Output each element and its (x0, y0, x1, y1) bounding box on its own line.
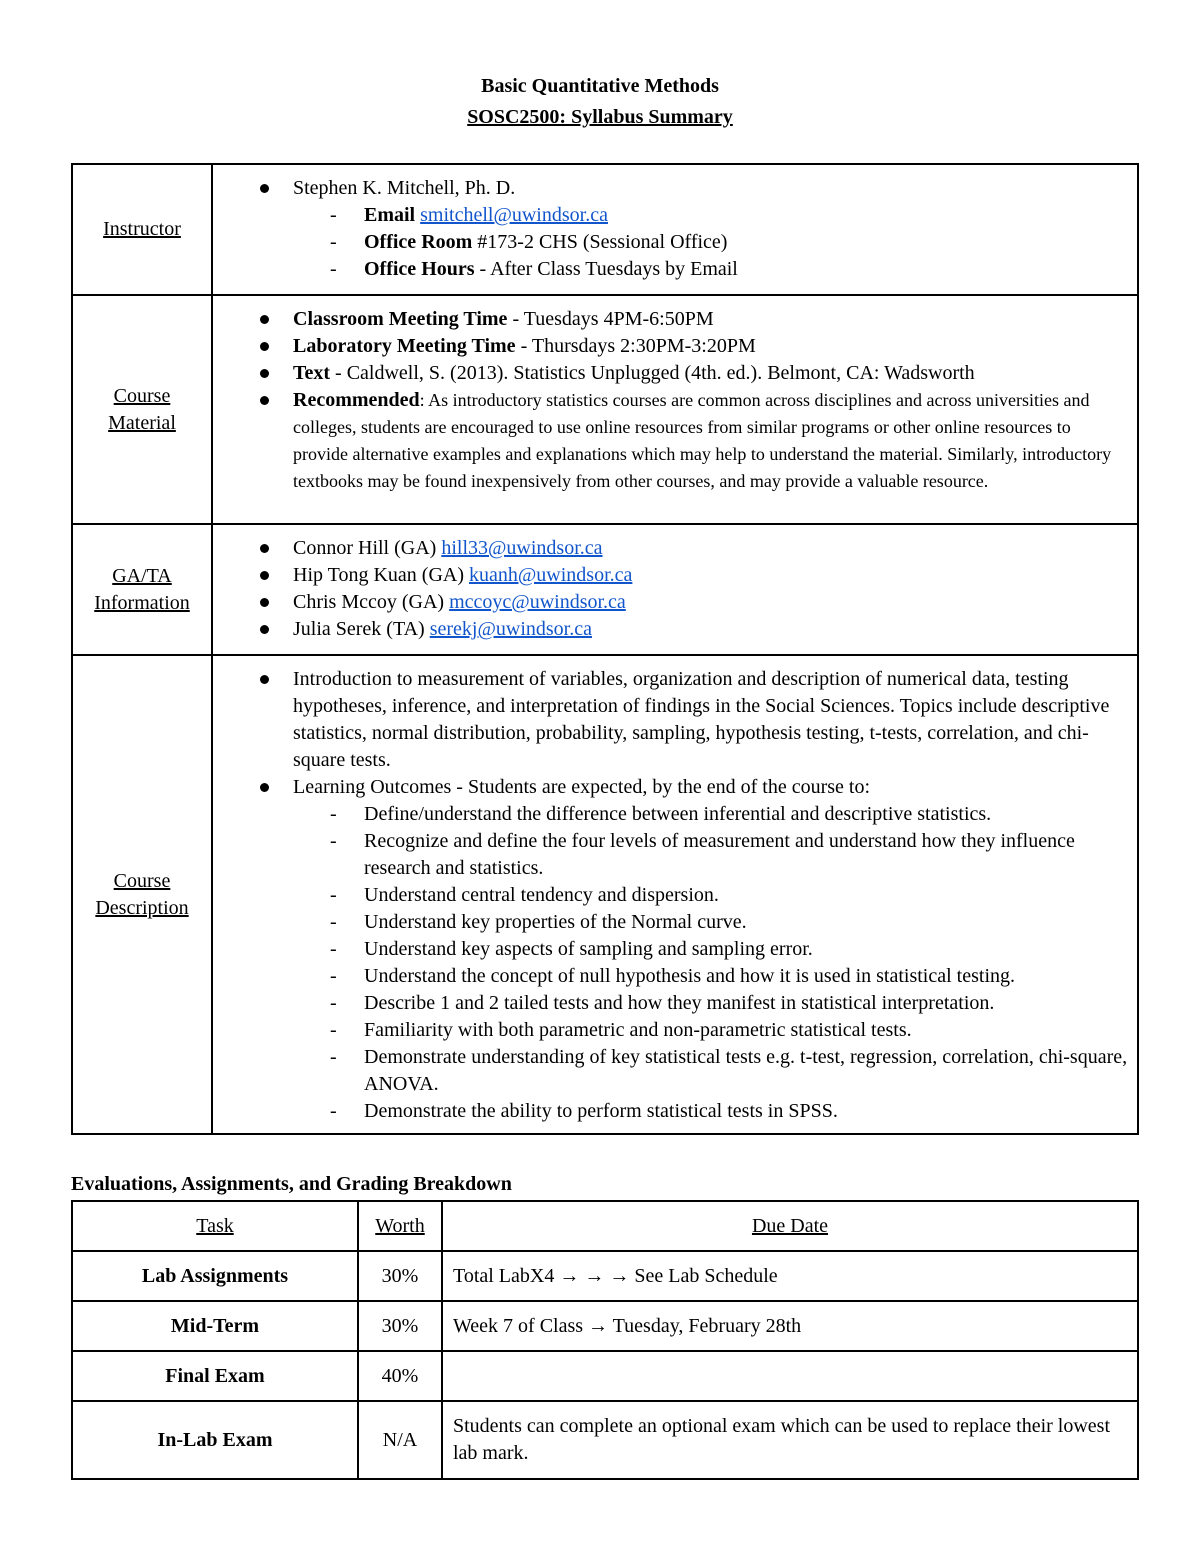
outcome-item: - Demonstrate the ability to perform statistical tests in SPSS. (364, 1098, 1137, 1125)
office-room-line: - Office Room #173-2 CHS (Sessional Office) (364, 229, 1137, 256)
due-date-cell: Students can complete an optional exam which can be used to replace their lowest lab mark. (442, 1401, 1138, 1479)
due-date-header: Due Date (442, 1201, 1138, 1251)
worth-cell: N/A (358, 1401, 442, 1479)
instructor-label: Instructor (72, 164, 212, 295)
outcome-item: - Demonstrate understanding of key statistical tests e.g. t-test, regression, correlation, chi-square, ANOVA. (364, 1044, 1137, 1098)
grading-row (72, 1251, 1138, 1301)
ga-ta-row (72, 524, 1138, 655)
classroom-time-item: Classroom Meeting Time - Tuesdays 4PM-6:50PM (293, 306, 1137, 333)
worth-header: Worth (358, 1201, 442, 1251)
syllabus-info-table (71, 163, 1139, 1135)
worth-cell: 40% (358, 1351, 442, 1401)
office-hours-line: - Office Hours - After Class Tuesdays by Email (364, 256, 1137, 283)
task-header: Task (72, 1201, 358, 1251)
task-cell: Lab Assignments (72, 1251, 358, 1301)
ga-ta-email-link[interactable]: serekj@uwindsor.ca (429, 618, 592, 640)
grading-table (71, 1200, 1139, 1480)
ga-ta-email-link[interactable]: kuanh@uwindsor.ca (469, 564, 633, 586)
outcome-item: - Define/understand the difference between inferential and descriptive statistics. (364, 801, 1137, 828)
recommended-item: Recommended: As introductory statistics courses are common across disciplines and across universities and colleges, students are encouraged to use online resources from similar programs or other online resources to provide alternative examples and explanations which may help to understand the material. Similarly, introductory textbooks may be found inexpensively from other courses, and may provide a valuable resource. (293, 387, 1137, 495)
learning-outcomes-item: Learning Outcomes - Students are expected, by the end of the course to: - Define/understand the difference between inferential and descriptive statistics. - Recognize and define the four levels of measurement and understand how they influence research and statistics. - Understand central tendency and dispersion. - Understand key properties of the Normal curve. - Understand key aspects of sampling and sampling error. - Understand the concept of null hypothesis and how it is used in statistical testing. - Describe 1 and 2 tailed tests and how they manifest in statistical interpretation. - Familiarity with both parametric and non-parametric statistical tests. - Demonstrate understanding of key statistical tests e.g. t-test, regression, correlation, chi-square, ANOVA. - Demonstrate the ability to perform statistical tests in SPSS. (293, 774, 1137, 1125)
outcome-item: - Understand the concept of null hypothesis and how it is used in statistical testing. (364, 963, 1137, 990)
task-cell: Mid-Term (72, 1301, 358, 1351)
ga-ta-label: GA/TA Information (72, 524, 212, 655)
document-subtitle: SOSC2500: Syllabus Summary (467, 106, 733, 128)
outcome-item: - Recognize and define the four levels of measurement and understand how they influence research and statistics. (364, 828, 1137, 882)
instructor-email-line: - Email smitchell@uwindsor.ca (364, 202, 1137, 229)
ga-ta-item: Connor Hill (GA) hill33@uwindsor.ca (293, 535, 1137, 562)
ga-ta-item: Hip Tong Kuan (GA) kuanh@uwindsor.ca (293, 562, 1137, 589)
instructor-email-link[interactable]: smitchell@uwindsor.ca (420, 204, 608, 226)
grading-row (72, 1301, 1138, 1351)
course-material-label: Course Material (72, 295, 212, 524)
course-description-label: Course Description (72, 655, 212, 1134)
worth-cell: 30% (358, 1301, 442, 1351)
textbook-item: Text - Caldwell, S. (2013). Statistics Unplugged (4th. ed.). Belmont, CA: Wadsworth (293, 360, 1137, 387)
task-cell: Final Exam (72, 1351, 358, 1401)
due-date-cell (442, 1351, 1138, 1401)
due-date-cell: Week 7 of Class → Tuesday, February 28th (442, 1301, 1138, 1351)
grading-row (72, 1351, 1138, 1401)
lab-time-item: Laboratory Meeting Time - Thursdays 2:30PM-3:20PM (293, 333, 1137, 360)
outcome-item: - Describe 1 and 2 tailed tests and how they manifest in statistical interpretation. (364, 990, 1137, 1017)
outcome-item: - Understand central tendency and dispersion. (364, 882, 1137, 909)
ga-ta-email-link[interactable]: mccoyc@uwindsor.ca (449, 591, 626, 613)
grading-header-row (72, 1201, 1138, 1251)
task-cell: In-Lab Exam (72, 1401, 358, 1479)
ga-ta-content (212, 524, 1138, 655)
outcome-item: - Understand key properties of the Normal curve. (364, 909, 1137, 936)
outcome-item: - Familiarity with both parametric and non-parametric statistical tests. (364, 1017, 1137, 1044)
course-description-row (72, 655, 1138, 1134)
course-material-row (72, 295, 1138, 524)
instructor-name: Stephen K. Mitchell, Ph. D. - Email smitchell@uwindsor.ca - Office Room #173-2 CHS (Sessional Office) - Office Hours - After Class Tuesdays by Email (293, 175, 1137, 283)
evaluations-heading: Evaluations, Assignments, and Grading Breakdown (71, 1173, 512, 1195)
instructor-row (72, 164, 1138, 295)
due-date-cell: Total LabX4 → → → See Lab Schedule (442, 1251, 1138, 1301)
course-description-content (212, 655, 1138, 1134)
ga-ta-email-link[interactable]: hill33@uwindsor.ca (441, 537, 603, 559)
ga-ta-item: Julia Serek (TA) serekj@uwindsor.ca (293, 616, 1137, 643)
document-title: Basic Quantitative Methods (481, 75, 719, 97)
course-intro-item: Introduction to measurement of variables, organization and description of numerical data, testing hypotheses, inference, and interpretation of findings in the Social Sciences. Topics include descriptive statistics, normal distribution, probability, sampling, hypothesis testing, t-tests, correlation, and chi-square tests. (293, 666, 1137, 774)
outcome-item: - Understand key aspects of sampling and sampling error. (364, 936, 1137, 963)
instructor-content (212, 164, 1138, 295)
ga-ta-item: Chris Mccoy (GA) mccoyc@uwindsor.ca (293, 589, 1137, 616)
worth-cell: 30% (358, 1251, 442, 1301)
grading-row (72, 1401, 1138, 1479)
course-material-content (212, 295, 1138, 524)
